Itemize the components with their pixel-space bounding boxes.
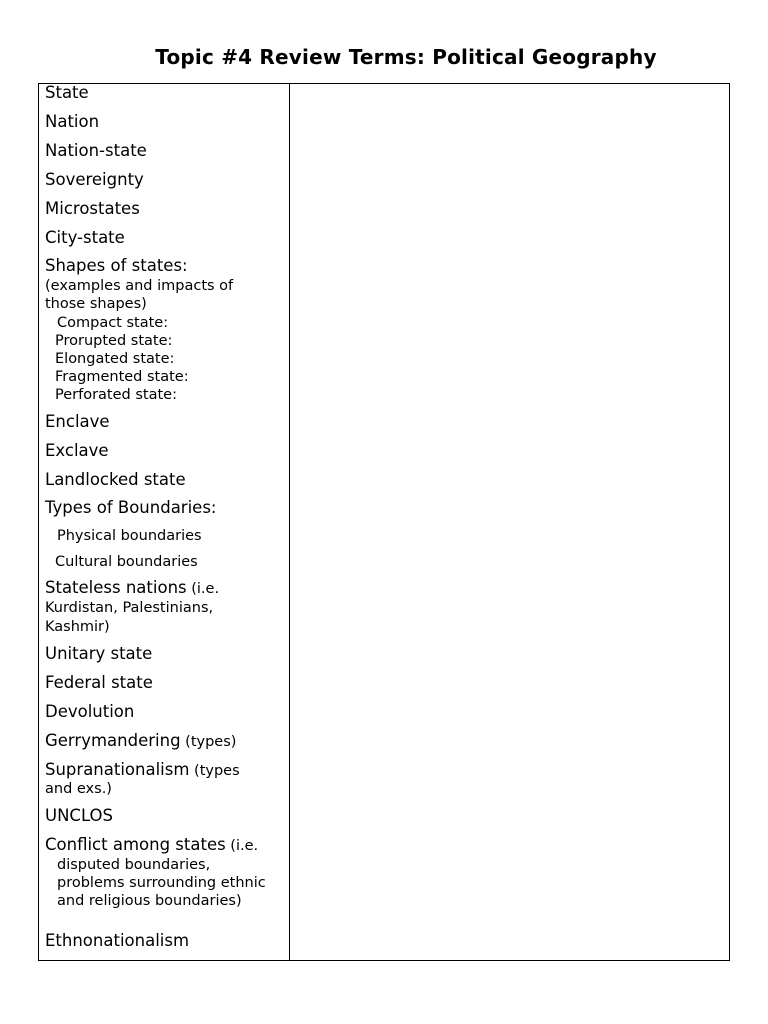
shape-prorupted: Prorupted state: — [55, 333, 173, 349]
term-federal-state: Federal state — [45, 673, 153, 692]
term-stateless-nations: Stateless nations — [45, 578, 187, 597]
gerrymandering-note: (types) — [180, 734, 237, 750]
boundary-physical: Physical boundaries — [57, 528, 202, 544]
conflict-note-line-1: (i.e. — [225, 838, 259, 854]
page-title: Topic #4 Review Terms: Political Geography — [155, 45, 657, 69]
supranationalism-note-line-2: and exs.) — [45, 781, 112, 797]
term-gerrymandering-line — [45, 732, 236, 751]
term-enclave: Enclave — [45, 412, 110, 431]
term-nation-state: Nation-state — [45, 141, 147, 160]
shapes-note-line-2: those shapes) — [45, 296, 147, 312]
term-unclos: UNCLOS — [45, 806, 114, 825]
term-conflict-among-states: Conflict among states — [45, 835, 226, 854]
term-devolution: Devolution — [45, 702, 135, 721]
conflict-note-line-3: problems surrounding ethnic — [57, 875, 266, 891]
shapes-note-line-1: (examples and impacts of — [45, 278, 234, 294]
stateless-note-line-3: Kashmir) — [45, 619, 110, 635]
shape-perforated: Perforated state: — [55, 387, 177, 403]
term-sovereignty: Sovereignty — [45, 170, 144, 189]
term-supranationalism: Supranationalism — [45, 760, 190, 779]
term-nation: Nation — [45, 112, 100, 131]
term-microstates: Microstates — [45, 199, 140, 218]
shape-fragmented: Fragmented state: — [55, 369, 189, 385]
term-state: State — [45, 83, 89, 102]
conflict-note-line-4: and religious boundaries) — [57, 893, 242, 909]
term-unitary-state: Unitary state — [45, 644, 153, 663]
boundary-cultural: Cultural boundaries — [55, 554, 198, 570]
term-conflict-line — [45, 836, 258, 855]
stateless-note-line-2: Kurdistan, Palestinians, — [45, 600, 214, 616]
term-shapes-of-states: Shapes of states: — [45, 256, 188, 275]
term-exclave: Exclave — [45, 441, 109, 460]
term-landlocked-state: Landlocked state — [45, 470, 186, 489]
term-supranationalism-line — [45, 761, 240, 780]
term-gerrymandering: Gerrymandering — [45, 731, 181, 750]
term-types-of-boundaries: Types of Boundaries: — [45, 498, 217, 517]
supranationalism-note-line-1: (types — [189, 763, 240, 779]
term-ethnonationalism: Ethnonationalism — [45, 931, 190, 950]
terms-table — [38, 83, 730, 961]
column-divider — [289, 84, 290, 960]
conflict-note-line-2: disputed boundaries, — [57, 857, 211, 873]
shape-compact: Compact state: — [57, 315, 169, 331]
term-stateless-nations-line — [45, 579, 219, 598]
term-city-state: City-state — [45, 228, 125, 247]
shape-elongated: Elongated state: — [55, 351, 175, 367]
stateless-note-line-1: (i.e. — [186, 581, 220, 597]
